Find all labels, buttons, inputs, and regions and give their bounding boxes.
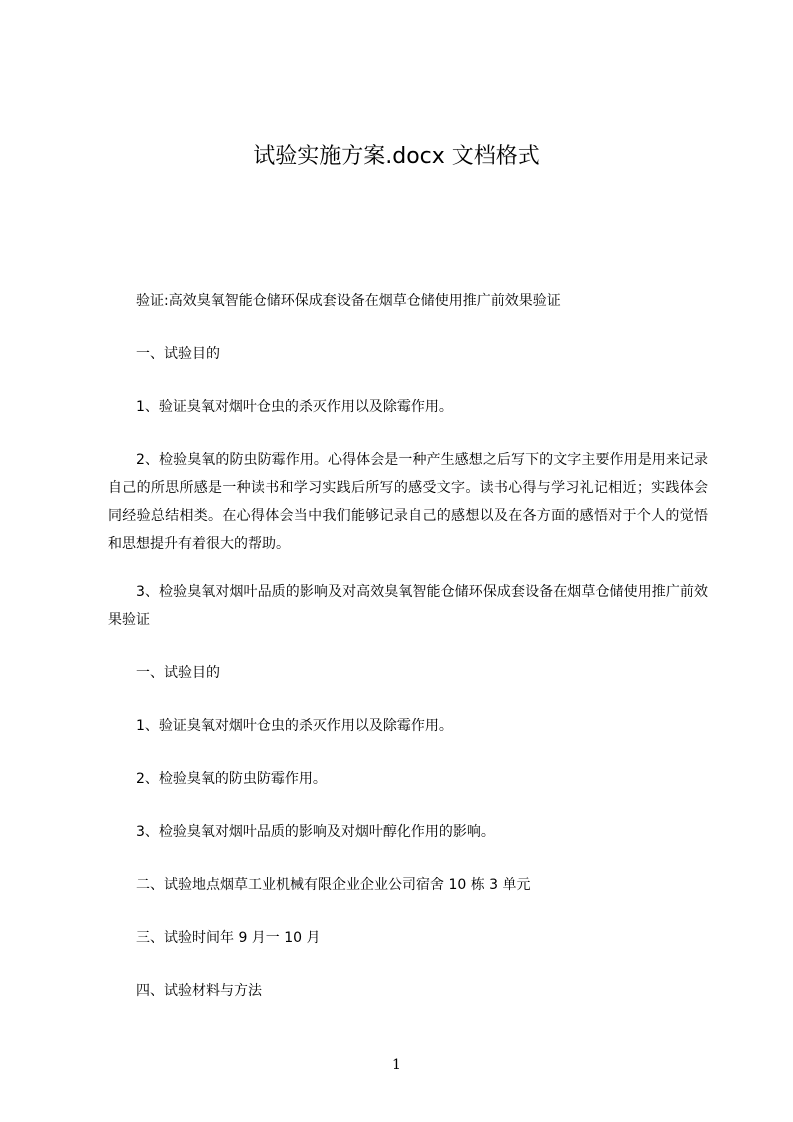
paragraph-item-3-long: 3、检验臭氧对烟叶品质的影响及对高效臭氧智能仓储环保成套设备在烟草仓储使用推广前效果验证: [108, 584, 708, 628]
heading-test-materials: 四、试验材料与方法: [136, 983, 262, 999]
heading-test-purpose-repeat: 一、试验目的: [136, 665, 220, 681]
paragraph-item-2-short: 2、检验臭氧的防虫防霉作用。: [136, 771, 327, 787]
paragraph-item-1: 1、验证臭氧对烟叶仓虫的杀灭作用以及除霉作用。: [136, 399, 453, 415]
paragraph-item-3-short: 3、检验臭氧对烟叶品质的影响及对烟叶醇化作用的影响。: [136, 824, 495, 840]
heading-test-purpose: 一、试验目的: [136, 346, 220, 362]
document-title: 试验实施方案.docx 文档格式: [253, 144, 540, 169]
paragraph-item-1-repeat: 1、验证臭氧对烟叶仓虫的杀灭作用以及除霉作用。: [136, 718, 453, 734]
paragraph-verification: 验证:高效臭氧智能仓储环保成套设备在烟草仓储使用推广前效果验证: [136, 293, 561, 309]
page-number: 1: [392, 1057, 401, 1073]
heading-test-location: 二、试验地点烟草工业机械有限企业企业公司宿舍 10 栋 3 单元: [136, 877, 531, 893]
paragraph-item-2-long: 2、检验臭氧的防虫防霉作用。心得体会是一种产生感想之后写下的文字主要作用是用来记录自己的所思所感是一种读书和学习实践后所写的感受文字。读书心得与学习礼记相近；实践体会同经验总结相类。在心得体会当中我们能够记录自己的感想以及在各方面的感悟对于个人的觉悟和思想提升有着很大的帮助。: [108, 452, 708, 552]
heading-test-time: 三、试验时间年 9 月一 10 月: [136, 930, 321, 946]
